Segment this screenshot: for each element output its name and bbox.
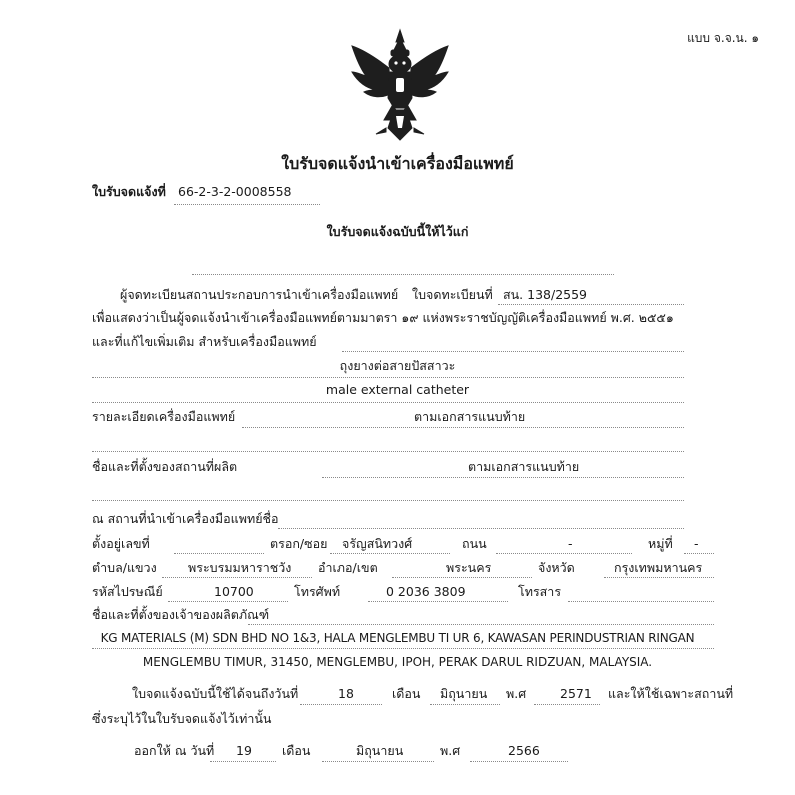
addr-phone-value: 0 2036 3809 <box>386 584 466 599</box>
validity-day-line <box>300 704 382 705</box>
device-en-line <box>92 402 684 403</box>
reg-label: ใบจดทะเบียนที่ <box>412 287 493 302</box>
issued-month-label: เดือน <box>282 743 311 758</box>
owner-label: ชื่อและที่ตั้งของเจ้าของผลิตภัณฑ์ <box>92 607 270 622</box>
manufacturer-line-2 <box>92 500 684 501</box>
issued-day: 19 <box>236 743 252 758</box>
device-detail-value: ตามเอกสารแนบท้าย <box>414 409 526 424</box>
validity-month-line <box>430 704 500 705</box>
validity-month: มิถุนายน <box>440 686 488 701</box>
cert-no-label: ใบรับจดแจ้งที่ <box>92 184 166 199</box>
section-text: เพื่อแสดงว่าเป็นผู้จดแจ้งนำเข้าเครื่องมือแพทย์ตามมาตรา ๑๙ แห่งพระราชบัญญัติเครื่องมือแพทย์ พ.ศ. ๒๕๕๑ <box>92 310 674 325</box>
addr-soi-label: ตรอก/ซอย <box>270 536 328 551</box>
addr-moo-line <box>684 553 714 554</box>
addr-subdistrict-label: ตำบล/แขวง <box>92 560 157 575</box>
addr-no-line <box>174 553 264 554</box>
addr-zip-label: รหัสไปรษณีย์ <box>92 584 163 599</box>
issued-label: ออกให้ ณ วันที่ <box>134 743 215 758</box>
owner-line-1-rule <box>92 648 714 649</box>
addr-district-value: พระนคร <box>446 560 492 575</box>
addr-moo-label: หมู่ที่ <box>648 536 673 551</box>
manufacturer-label: ชื่อและที่ตั้งของสถานที่ผลิต <box>92 459 238 474</box>
import-site-line <box>278 528 684 529</box>
garuda-emblem <box>346 28 454 146</box>
device-name-en: male external catheter <box>325 382 470 397</box>
issued-year: 2566 <box>508 743 540 758</box>
issued-month-line <box>322 761 434 762</box>
device-detail-label: รายละเอียดเครื่องมือแพทย์ <box>92 409 236 424</box>
addr-zip-value: 10700 <box>214 584 254 599</box>
issued-year-label: พ.ศ <box>440 743 461 758</box>
issued-day-line <box>210 761 276 762</box>
manufacturer-value: ตามเอกสารแนบท้าย <box>468 459 580 474</box>
issued-to-label: ใบรับจดแจ้งฉบับนี้ให้ไว้แก่ <box>326 224 469 239</box>
addr-no-label: ตั้งอยู่เลขที่ <box>92 536 150 551</box>
addr-road-line <box>496 553 632 554</box>
addr-province-value: กรุงเทพมหานคร <box>614 560 703 575</box>
owner-line-1: KG MATERIALS (M) SDN BHD NO 1&3, HALA MENGLEMBU TI UR 6, KAWASAN PERINDUSTRIAN RINGAN <box>100 631 695 645</box>
applicant-line <box>192 274 614 275</box>
device-detail-line-2 <box>92 451 684 452</box>
issued-year-line <box>470 761 568 762</box>
import-site-label: ณ สถานที่นำเข้าเครื่องมือแพทย์ชื่อ <box>92 511 279 526</box>
addr-phone-label: โทรศัพท์ <box>294 584 341 599</box>
addr-district-line <box>392 577 532 578</box>
license-label: ผู้จดทะเบียนสถานประกอบการนำเข้าเครื่องมือแพทย์ <box>120 287 399 302</box>
addr-soi-value: จรัญสนิทวงศ์ <box>342 536 413 551</box>
addr-road-label: ถนน <box>462 536 487 551</box>
addr-moo-value: - <box>694 536 699 551</box>
addr-fax-label: โทรสาร <box>518 584 562 599</box>
form-code: แบบ จ.จ.น. ๑ <box>687 31 759 45</box>
validity-line2: ซึ่งระบุไว้ในใบรับจดแจ้งไว้เท่านั้น <box>92 711 272 726</box>
addr-phone-line <box>368 601 508 602</box>
addr-subdistrict-value: พระบรมมหาราชวัง <box>188 560 292 575</box>
amend-text: และที่แก้ไขเพิ่มเติม สำหรับเครื่องมือแพทย์ <box>92 334 317 349</box>
reg-no: สน. 138/2559 <box>503 287 588 302</box>
validity-year-line <box>534 704 600 705</box>
validity-year-label: พ.ศ <box>506 686 527 701</box>
device-th-line <box>92 377 684 378</box>
cert-no-line <box>174 204 320 205</box>
validity-month-label: เดือน <box>392 686 421 701</box>
device-detail-line <box>242 427 684 428</box>
amend-line <box>342 351 684 352</box>
issued-month: มิถุนายน <box>356 743 404 758</box>
validity-label: ใบจดแจ้งฉบับนี้ใช้ได้จนถึงวันที่ <box>132 686 299 701</box>
addr-province-label: จังหวัด <box>538 560 575 575</box>
cert-no-value: 66-2-3-2-0008558 <box>178 184 292 199</box>
addr-soi-line <box>330 553 450 554</box>
owner-label-line <box>248 624 714 625</box>
addr-district-label: อำเภอ/เขต <box>318 560 378 575</box>
owner-line-2: MENGLEMBU TIMUR, 31450, MENGLEMBU, IPOH, PERAK DARUL RIDZUAN, MALAYSIA. <box>142 655 653 669</box>
validity-tail: และให้ใช้เฉพาะสถานที่ <box>608 686 734 701</box>
device-name-th: ถุงยางต่อสายปัสสาวะ <box>339 358 456 373</box>
addr-road-value: - <box>568 536 573 551</box>
addr-zip-line <box>168 601 288 602</box>
manufacturer-line <box>322 477 684 478</box>
addr-province-line <box>604 577 714 578</box>
reg-no-line <box>498 304 684 305</box>
validity-day: 18 <box>338 686 354 701</box>
validity-year: 2571 <box>560 686 592 701</box>
document-title: ใบรับจดแจ้งนำเข้าเครื่องมือแพทย์ <box>281 154 514 173</box>
addr-subdistrict-line <box>162 577 312 578</box>
addr-fax-line <box>568 601 714 602</box>
